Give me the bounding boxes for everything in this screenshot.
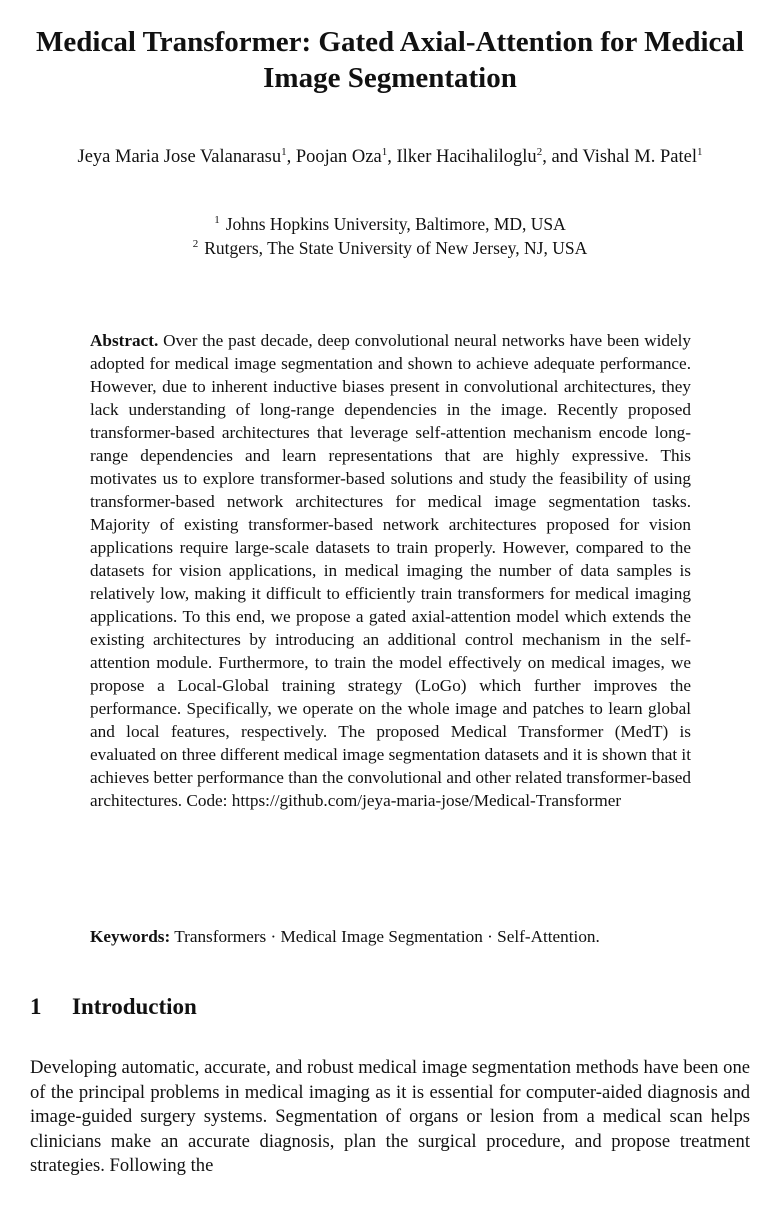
abstract-text: Over the past decade, deep convolutional neural networks have been widely adopted for medical image segmentation and shown to achieve adequate performance. However, due to inherent inductive biases present in convolutional architectures, they lack understanding of long-range dependencies in the image. Recently proposed transformer-based architectures that leverage self-attention mechanism encode long-range dependencies and learn representations that are highly expressive. This motivates us to explore transformer-based solutions and study the feasibility of using transformer-based network architectures for medical image segmentation tasks. Majority of existing transformer-based network architectures proposed for vision applications require large-scale datasets to train properly. However, compared to the datasets for vision applications, in medical imaging the number of data samples is relatively low, making it difficult to efficiently train transformers for medical imaging applications. To this end, we propose a gated axial-attention model which extends the existing architectures by introducing an additional control mechanism in the self-attention module. Furthermore, to train the model effectively on medical images, we propose a Local-Global training strategy (LoGo) which further improves the performance. Specifically, we operate on the whole image and patches to learn global and local features, respectively. The proposed Medical Transformer (MedT) is evaluated on three different medical image segmentation datasets and it is shown that it achieves better performance than the convolutional and other related transformer-based architectures. Code: https://github.com/jeya-maria-jose/Medical-Transformer xyxy=(90,331,691,810)
affiliation-text: Johns Hopkins University, Baltimore, MD, USA xyxy=(225,214,566,234)
keywords-text: Transformers · Medical Image Segmentation · Self-Attention. xyxy=(174,927,600,946)
section-number: 1 xyxy=(30,994,42,1019)
affiliation-number: 1 xyxy=(214,214,220,226)
abstract-label: Abstract. xyxy=(90,331,159,350)
keywords-label: Keywords: xyxy=(90,927,171,946)
author-affiliation-mark: 1 xyxy=(281,146,287,158)
section-title: Introduction xyxy=(72,994,197,1019)
keywords xyxy=(90,925,710,948)
author-separator: , xyxy=(286,147,296,167)
abstract xyxy=(90,329,691,812)
author-name: Poojan Oza xyxy=(295,147,382,167)
author-list xyxy=(22,145,758,169)
affiliation-item xyxy=(20,212,760,236)
author-separator: , and xyxy=(542,147,583,167)
author-affiliation-mark: 1 xyxy=(696,146,703,158)
affiliation-text: Rutgers, The State University of New Jersey, NJ, USA xyxy=(204,238,588,258)
author-affiliation-mark: 2 xyxy=(536,146,543,158)
affiliation-list xyxy=(20,212,760,260)
affiliation-number: 2 xyxy=(192,238,199,250)
paper-title: Medical Transformer: Gated Axial-Attention for Medical Image Segmentation xyxy=(36,26,744,94)
affiliation-item xyxy=(20,236,760,260)
section-heading xyxy=(30,992,197,1022)
author-name: Vishal M. Patel xyxy=(582,147,697,167)
author-separator: , xyxy=(387,147,397,167)
section-body-text: Developing automatic, accurate, and robust medical image segmentation methods have been one of the principal problems in medical imaging as it is essential for computer-aided diagnosis and image-guided surgery systems. Segmentation of organs or lesion from a medical scan helps clinicians make an accurate diagnosis, plan the surgical procedure, and propose treatment strategies. Following the xyxy=(30,1057,750,1176)
author-affiliation-mark: 1 xyxy=(381,146,388,158)
author-name: Jeya Maria Jose Valanarasu xyxy=(77,147,282,167)
author-name: Ilker Hacihaliloglu xyxy=(396,147,537,167)
